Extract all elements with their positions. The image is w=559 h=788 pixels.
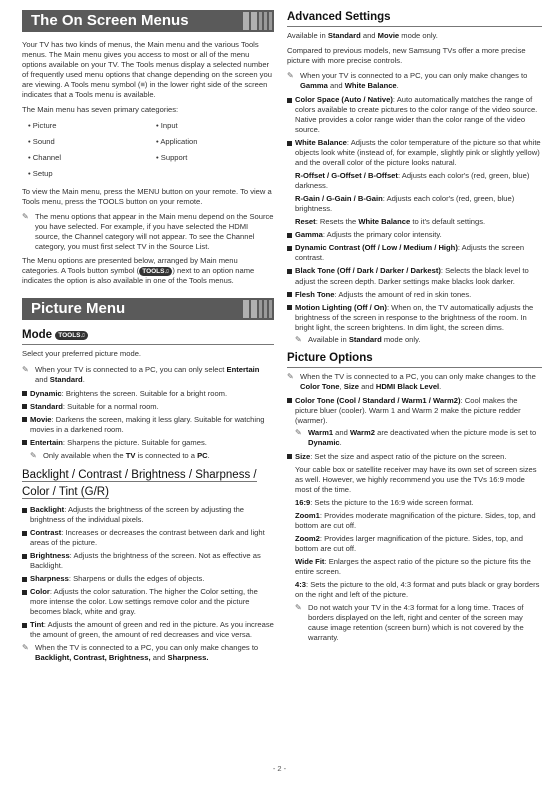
section-title: The On Screen Menus [31,12,189,29]
note-pencil-icon: ✎ [295,603,302,613]
view-menu-text: To view the Main menu, press the MENU button on your remote. To view a Tools menu, press the TOOLS button on your remote. [22,187,272,207]
note-pencil-icon: ✎ [287,71,294,81]
note-pencil-icon: ✎ [30,450,37,460]
banner-stripes [243,12,272,30]
banner-stripes [243,300,272,318]
category-item: • Picture [28,121,156,131]
adjust-item: Brightness: Adjusts the brightness of the screen. Not as effective as Backlight. [22,551,274,571]
size-zoom1: Zoom1: Provides moderate magnification of the picture. Sides, top, and bottom are cut off. [295,510,536,530]
adjust-item: Sharpness: Sharpens or dulls the edges of objects. [22,574,274,584]
picture-options-heading: Picture Options [287,351,542,368]
note-pencil-icon: ✎ [22,364,29,374]
adjust-item: Contrast: Increases or decreases the contrast between dark and light areas of the picture. [22,528,274,548]
category-item: • Channel [28,153,156,163]
reset-item: Reset: Resets the White Balance to it's default settings. [295,217,486,227]
category-item: • Setup [28,169,156,179]
adjust-item: Tint: Adjusts the amount of green and red in the picture. As you increase the amount of green, the amount of red decreases and vice versa. [22,620,274,640]
right-column [287,10,542,647]
gain-item: R-Gain / G-Gain / B-Gain: Adjusts each color's (red, green, blue) brightness. [295,194,515,214]
category-item: • Input [156,121,276,131]
mode-desc: Select your preferred picture mode. [22,349,142,359]
source-note: ✎ The menu options that appear in the Main menu depend on the Source you have selected. For example, if you have selected the HDMI source, the Channel category will not appear. To see the Channel category, you must first select TV in the Source List. [22,212,274,252]
category-item: • Sound [28,137,156,147]
mode-list [22,389,274,448]
size-16-9: 16:9: Sets the picture to the 16:9 wide screen format. [295,497,474,507]
advanced-compare: Compared to previous models, new Samsung TVs offer a more precise picture with more precise controls. [287,46,526,66]
size-4-3: 4:3: Sets the picture to the old, 4:3 format and puts black or gray borders on the right and left of the picture. [295,580,540,600]
arranged-text: The Menu options are presented below, arranged by Main menu categories. A Tools button symbol ( TOOLS♫ ) next to an option name indicates the option is also available in one of the Tools menus. [22,256,255,286]
size-zoom2: Zoom2: Provides larger magnification of the picture. Sides, top, and bottom are cut off. [295,533,523,553]
options-pc-note: ✎ When the TV is connected to a PC, you can only make changes to the Color Tone, Size and HDMI Black Level. [287,371,536,391]
warm-note: ✎ Warm1 and Warm2 are deactivated when the picture mode is set to Dynamic. [295,427,537,447]
offset-item: R-Offset / G-Offset / B-Offset: Adjusts each color's (red, green, blue) darkness. [295,171,530,191]
note-pencil-icon: ✎ [22,212,29,222]
section-banner-picture-menu [22,298,274,320]
mode-item: Entertain: Sharpens the picture. Suitable for games. [22,438,274,448]
motion-note: ✎ Available in Standard mode only. [295,334,421,344]
advanced-availability: Available in Standard and Movie mode only. [287,31,438,41]
menus-intro: Your TV has two kinds of menus, the Main menu and the various Tools menus. The Main menu gives you access to most or all of the menu options available on your TV. The Tools menus display a selected number of frequently used menu options that change depending on the screen you are viewing. A Tools menu symbol (≡) in the lower right side of the screen indicates that a Tools menu is available. [22,40,272,100]
entertain-note: ✎ Only available when the TV is connected to a PC. [30,450,210,460]
color-tone-item: Color Tone (Cool / Standard / Warm1 / Warm2): Cool makes the picture bluer (cooler). Warm 1 and Warm 2 make the picture redder (warmer). ✎ Warm1 and Warm2 are deactivated when the picture mode is set to Dynamic. [287,396,542,448]
adjust-item: Color: Adjusts the color saturation. The higher the Color setting, the more intense the color. Low settings remove color and the picture becomes black, white and gray. [22,587,274,617]
note-pencil-icon: ✎ [295,427,302,437]
white-balance-item: White Balance: Adjusts the color temperature of the picture so that white objects look white (instead of, for example, slightly pink or slightly yellow) and the overall color of the picture looks natural. [287,138,542,168]
categories-list [28,121,274,179]
section-banner-on-screen-menus [22,10,274,32]
adjust-item: Backlight: Adjusts the brightness of the screen by adjusting the brightness of the individual pixels. [22,505,274,525]
size-item: Size: Set the size and aspect ratio of the picture on the screen. [287,452,542,462]
note-pencil-icon: ✎ [287,371,294,381]
categories-intro: The Main menu has seven primary categories: [22,105,179,115]
dynamic-contrast-item: Dynamic Contrast (Off / Low / Medium / High): Adjusts the screen contrast. [287,243,542,263]
left-column [22,10,274,667]
tools-badge-icon: TOOLS♫ [139,267,172,276]
mode-item: Dynamic: Brightens the screen. Suitable for a bright room. [22,389,274,399]
note-pencil-icon: ✎ [22,643,29,653]
tools-badge-icon: TOOLS♫ [55,331,88,340]
mode-item: Standard: Suitable for a normal room. [22,402,274,412]
advanced-settings-heading: Advanced Settings [287,10,542,27]
note-pencil-icon: ✎ [295,334,302,344]
mode-item: Movie: Darkens the screen, making it less glary. Suitable for watching movies in a darkened room. [22,415,274,435]
flesh-tone-item: Flesh Tone: Adjusts the amount of red in skin tones. [287,290,542,300]
section-title: Picture Menu [31,300,126,318]
adjust-list [22,505,274,640]
note-4-3: ✎ Do not watch your TV in the 4:3 format for a long time. Traces of borders displayed on the left, right and center of the screen may cause image retention (screen burn) which is not covered by the warranty. [295,603,524,643]
advanced-pc-note: ✎ When your TV is connected to a PC, you can only make changes to Gamma and White Balance. [287,71,528,91]
size-wide-fit: Wide Fit: Enlarges the aspect ratio of the picture so the picture fits the entire screen. [295,557,531,577]
gamma-item: Gamma: Adjusts the primary color intensity. [287,230,542,240]
color-space-item: Color Space (Auto / Native): Auto automatically matches the range of colors available to create pictures to the color range of the video source. Native provides a color range wider than the color range of the video source. [287,95,542,135]
motion-lighting-item: Motion Lighting (Off / On): When on, the TV automatically adjusts the brightness of the screen in response to the brightness of the room. In bright light, the screen brightens. In dim light, the screen dims. ✎ Available in Standard mode only. [287,303,542,345]
page-number: - 2 - [272,764,287,773]
category-item: • Application [156,137,276,147]
backlight-heading: Backlight / Contrast / Brightness / Sharpness / Color / Tint (G/R) [22,468,257,498]
size-desc: Your cable box or satellite receiver may have its own set of screen sizes as well. However, we highly recommend you use the TVs 16:9 mode most of the time. [295,464,537,494]
category-item: • Support [156,153,276,163]
black-tone-item: Black Tone (Off / Dark / Darker / Darkest): Selects the black level to adjust the screen depth. Darker settings make blacks look darker. [287,266,542,286]
backlight-pc-note: ✎ When the TV is connected to a PC, you can only make changes to Backlight, Contrast, Brightness, and Sharpness. [22,643,259,663]
mode-pc-note: ✎ When your TV is connected to a PC, you can only select Entertain and Standard. [22,364,260,384]
mode-heading: Mode TOOLS♫ [22,328,274,345]
